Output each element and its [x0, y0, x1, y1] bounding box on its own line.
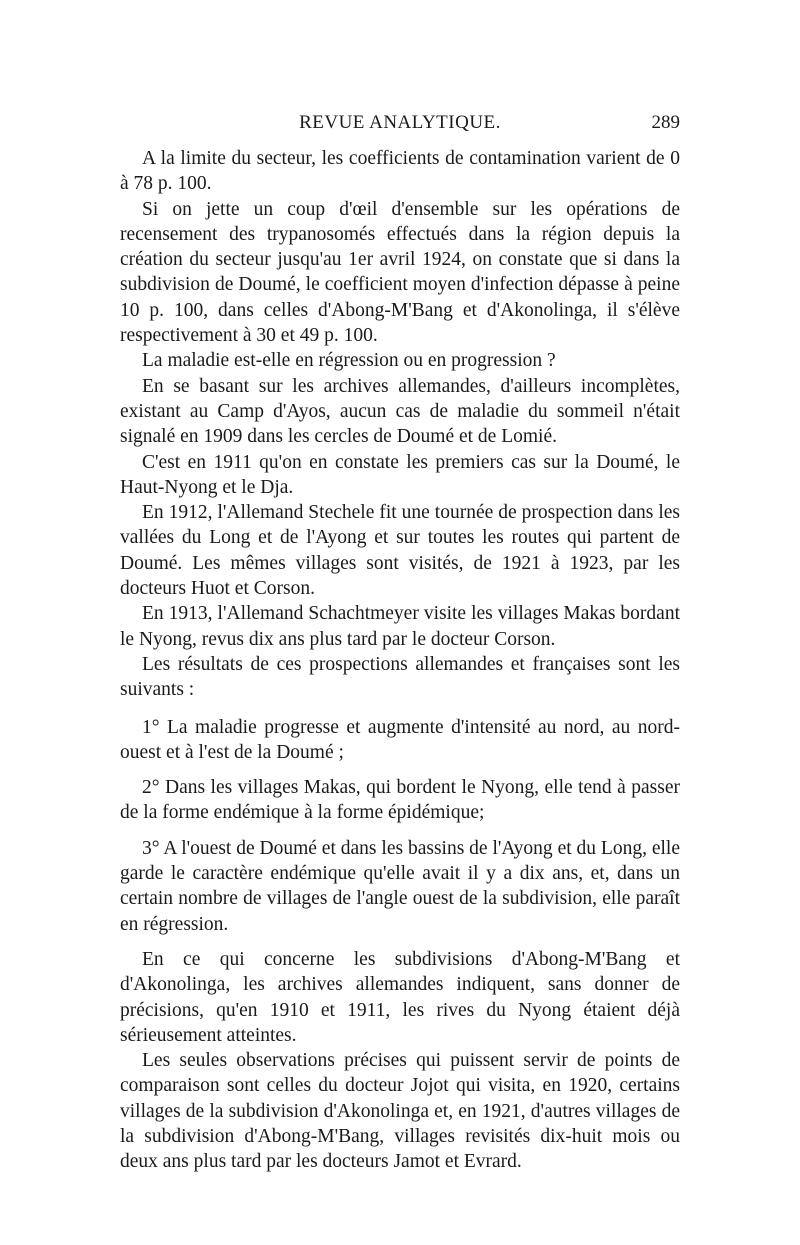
paragraph: Si on jette un coup d'œil d'ensemble sur les opérations de recensement des trypanosomés effectués dans la région depuis la création du secteur jusqu'au 1er avril 1924, on constate que si dans la subdivision de Doumé, le coefficient moyen d'infection dépasse à peine 10 p. 100, dans celles d'Abong-M'Bang et d'Akonolinga, il s'élève respectivement à 30 et 49 p. 100. — [120, 198, 680, 347]
page-header — [120, 112, 680, 142]
paragraph: Les résultats de ces prospections allemandes et françaises sont les suivants : — [120, 653, 680, 701]
paragraph: En 1913, l'Allemand Schachtmeyer visite les villages Makas bordant le Nyong, revus dix ans plus tard par le docteur Corson. — [120, 603, 680, 650]
page-body — [120, 146, 680, 1175]
paragraph: A la limite du secteur, les coefficients de contamination varient de 0 à 78 p. 100. — [120, 148, 680, 195]
paragraph: C'est en 1911 qu'on en constate les premiers cas sur la Doumé, le Haut-Nyong et le Dja. — [120, 451, 680, 498]
list-item: 3° A l'ouest de Doumé et dans les bassins de l'Ayong et du Long, elle garde le caractère endémique qu'elle avait il y a dix ans, et, dans un certain nombre de villages de l'angle ouest de la subdivision, elle paraît en régression. — [120, 837, 680, 935]
paragraph: La maladie est-elle en régression ou en progression ? — [142, 350, 556, 372]
paragraph: Les seules observations précises qui puissent servir de points de comparaison sont celles du docteur Jojot qui visita, en 1920, certains villages de la subdivision d'Akonolinga et, en 1921, d'autres villages de la subdivision d'Abong-M'Bang, villages revisités dix-huit mois ou deux ans plus tard par les docteurs Jamot et Evrard. — [120, 1050, 680, 1173]
page-number: 289 — [651, 112, 680, 133]
paragraph: En se basant sur les archives allemandes, d'ailleurs incomplètes, existant au Camp d'Ayos, aucun cas de maladie du sommeil n'était signalé en 1909 dans les cercles de Doumé et de Lomié. — [120, 375, 680, 448]
paragraph: En ce qui concerne les subdivisions d'Abong-M'Bang et d'Akonolinga, les archives allemandes indiquent, sans donner de précisions, qu'en 1910 et 1911, les rives du Nyong étaient déjà sérieusement atteintes. — [120, 948, 680, 1046]
running-title: REVUE ANALYTIQUE. — [299, 112, 501, 133]
list-item: 2° Dans les villages Makas, qui bordent le Nyong, elle tend à passer de la forme endémique à la forme épidémique; — [120, 777, 680, 824]
paragraph: En 1912, l'Allemand Stechele fit une tournée de prospection dans les vallées du Long et de l'Ayong et sur toutes les routes qui partent de Doumé. Les mêmes villages sont visités, de 1921 à 1923, par les docteurs Huot et Corson. — [120, 502, 680, 600]
list-item: 1° La maladie progresse et augmente d'intensité au nord, au nord-ouest et à l'est de la Doumé ; — [120, 716, 680, 763]
